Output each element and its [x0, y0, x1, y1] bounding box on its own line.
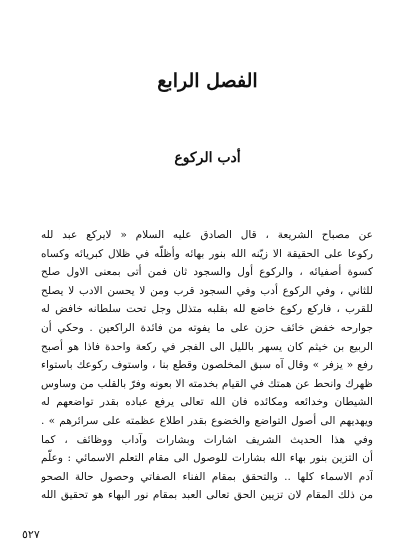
text-line: ركوعا على الحقيقة الا زيّنه الله بنور بهائه وأظلّه في ظلال كبريائه وكساه [41, 247, 373, 260]
page-number: ٥٢٧ [22, 528, 40, 541]
text-line: الشيطان وخدائعه ومكائده فان الله تعالى يرفع عباده بقدر تواضعهم له [41, 396, 373, 409]
text-line: الربيع بن خيثم كان يسهر بالليل الى الفجر في ركعة واحدة فاذا هو أصبح [41, 340, 373, 353]
text-line: ويهديهم الى أصول التواضع والخضوع بقدر اطلاع عظمته على سرائرهم » . [41, 414, 373, 427]
text-line: للثاني ، وفي الركوع أدب وفي السجود قرب ومن لا يحسن الادب لا يصلح [41, 284, 373, 297]
text-line: رفع « يزفر » وقال آه سبق المخلصون وقطع بنا ، واستوف ركوعك باستواء [41, 359, 373, 372]
text-line: جوارحه خفض خائف حزن على ما يفوته من فائدة الراكعين . وحكي أن [41, 321, 373, 334]
body-paragraph [41, 226, 373, 505]
text-line: كسوة أصفيائه ، والركوع أول والسجود ثان فمن أتى بمعنى الاول صلح [41, 266, 373, 279]
section-title: أدب الركوع [174, 150, 241, 166]
text-line: آدم الاسماء كلها .. والتحقق بمقام الفناء الصفاتي وحصول حالة الصحو [41, 470, 373, 483]
text-line: من ذلك المقام لان تزيين الحق تعالى العبد بمقام نور البهاء هو تحقيق الله [41, 489, 373, 502]
text-line: أن التزين بنور بهاء الله بشارات للوصول الى مقام التعلم الاسمائي : وعلّم [41, 452, 373, 465]
text-line: ظهرك وانحط عن همتك في القيام بخدمته الا بعونه وفرّ بالقلب من وساوس [41, 377, 373, 390]
chapter-title: الفصل الرابع [157, 70, 258, 92]
text-line: للقرب ، فاركع ركوع خاضع لله بقلبه متذلل وجل تحت سلطانه خافض له [41, 303, 373, 316]
text-line: عن مصباح الشريعة ، قال الصادق عليه السلام « لايركع عبد لله [41, 229, 373, 241]
text-line: وفي هذا الحديث الشريف اشارات وبشارات وآداب ووظائف ، كما [41, 433, 373, 446]
